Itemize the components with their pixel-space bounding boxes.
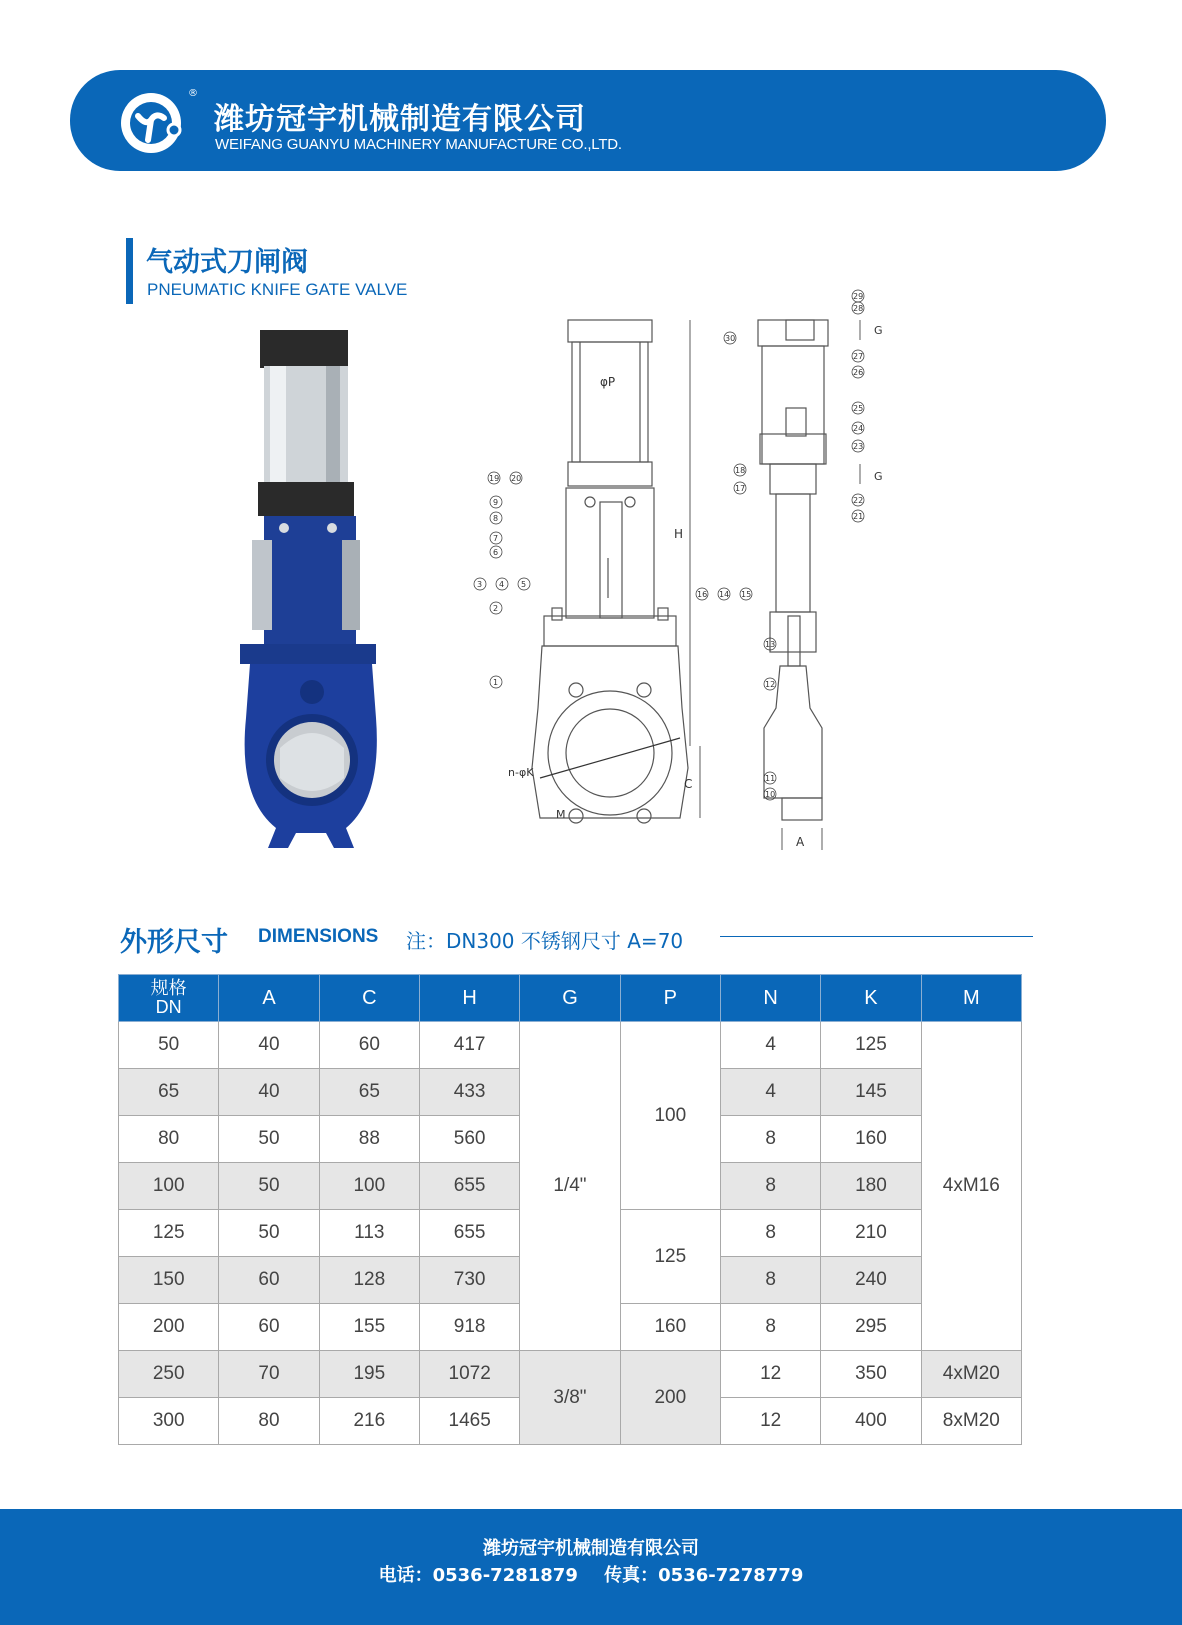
a-label: A — [796, 835, 805, 849]
cell-dn: 125 — [119, 1210, 219, 1257]
cell-c: 216 — [319, 1398, 419, 1445]
cell-a: 70 — [219, 1351, 319, 1398]
cell-n: 8 — [720, 1116, 820, 1163]
product-photo — [236, 328, 396, 868]
cell-dn: 300 — [119, 1398, 219, 1445]
cell-h: 560 — [419, 1116, 519, 1163]
part-19: 19 — [489, 474, 500, 483]
header-h: H — [419, 975, 519, 1022]
cell-h: 918 — [419, 1304, 519, 1351]
part-15: 15 — [741, 590, 752, 599]
part-9: 9 — [493, 498, 499, 507]
cell-c: 88 — [319, 1116, 419, 1163]
part-16: 16 — [697, 590, 708, 599]
cell-k: 125 — [821, 1022, 921, 1069]
part-28: 28 — [853, 304, 864, 313]
part-13: 13 — [765, 640, 776, 649]
part-12: 12 — [765, 680, 776, 689]
footer-phone: 电话：0536-7281879 — [378, 1565, 578, 1586]
cell-h: 433 — [419, 1069, 519, 1116]
footer-fax: 传真：0536-7278779 — [604, 1565, 804, 1586]
heading-rule — [720, 936, 1033, 937]
cell-h: 655 — [419, 1163, 519, 1210]
g-label-bottom: G — [874, 470, 883, 483]
part-11: 11 — [765, 774, 776, 783]
cell-dn: 250 — [119, 1351, 219, 1398]
cell-c: 65 — [319, 1069, 419, 1116]
phi-p-label: φP — [600, 375, 616, 389]
part-6: 6 — [493, 548, 499, 557]
header-c: C — [319, 975, 419, 1022]
cell-c: 128 — [319, 1257, 419, 1304]
title-accent-bar — [126, 238, 133, 304]
cell-c: 100 — [319, 1163, 419, 1210]
cell-k: 210 — [821, 1210, 921, 1257]
cell-a: 60 — [219, 1257, 319, 1304]
part-3: 3 — [477, 580, 483, 589]
cell-m: 4xM20 — [921, 1351, 1021, 1398]
part-23: 23 — [853, 442, 864, 451]
company-name-cn: 潍坊冠宇机械制造有限公司 — [214, 102, 586, 137]
company-logo — [118, 86, 188, 156]
cell-p-merged: 100 — [620, 1022, 720, 1210]
cell-p-merged: 200 — [620, 1351, 720, 1445]
cell-c: 60 — [319, 1022, 419, 1069]
part-17: 17 — [735, 484, 746, 493]
cell-a: 40 — [219, 1022, 319, 1069]
header-k: K — [821, 975, 921, 1022]
cell-p-merged: 125 — [620, 1210, 720, 1304]
cell-h: 417 — [419, 1022, 519, 1069]
cell-k: 240 — [821, 1257, 921, 1304]
h-label: H — [674, 527, 684, 541]
m-label: M — [556, 808, 566, 821]
cell-k: 145 — [821, 1069, 921, 1116]
header-p: P — [620, 975, 720, 1022]
technical-drawing — [477, 292, 910, 883]
dimensions-title-cn: 外形尺寸 — [120, 927, 228, 958]
cell-dn: 80 — [119, 1116, 219, 1163]
dimensions-note: 注：DN300 不锈钢尺寸 A=70 — [406, 929, 684, 953]
registered-mark: ® — [188, 88, 198, 99]
cell-h: 655 — [419, 1210, 519, 1257]
dimensions-title-en: DIMENSIONS — [258, 926, 379, 947]
header-dn: 规格 DN — [119, 975, 219, 1022]
cell-h: 730 — [419, 1257, 519, 1304]
part-30: 30 — [725, 334, 736, 343]
footer-company: 潍坊冠宇机械制造有限公司 — [483, 1538, 699, 1559]
cell-dn: 100 — [119, 1163, 219, 1210]
part-4: 4 — [499, 580, 505, 589]
part-18: 18 — [735, 466, 746, 475]
part-5: 5 — [521, 580, 527, 589]
part-21: 21 — [853, 512, 864, 521]
cell-p: 160 — [620, 1304, 720, 1351]
cell-a: 50 — [219, 1163, 319, 1210]
c-label: C — [684, 777, 693, 791]
header-a: A — [219, 975, 319, 1022]
g-label-top: G — [874, 324, 883, 337]
table-row — [119, 1351, 1022, 1398]
part-1: 1 — [493, 678, 499, 687]
cell-n: 8 — [720, 1163, 820, 1210]
table-header-row — [119, 975, 1022, 1022]
cell-a: 50 — [219, 1116, 319, 1163]
cell-n: 8 — [720, 1304, 820, 1351]
cell-k: 160 — [821, 1116, 921, 1163]
product-title-en: PNEUMATIC KNIFE GATE VALVE — [147, 280, 408, 299]
cell-a: 80 — [219, 1398, 319, 1445]
cell-k: 400 — [821, 1398, 921, 1445]
header-n: N — [720, 975, 820, 1022]
cell-n: 4 — [720, 1022, 820, 1069]
part-27: 27 — [853, 352, 864, 361]
cell-k: 350 — [821, 1351, 921, 1398]
cell-c: 113 — [319, 1210, 419, 1257]
part-14: 14 — [719, 590, 730, 599]
part-2: 2 — [493, 604, 499, 613]
header-banner — [70, 70, 1106, 171]
cell-dn: 150 — [119, 1257, 219, 1304]
footer-contact — [0, 1561, 1182, 1587]
cell-dn: 65 — [119, 1069, 219, 1116]
dimensions-table — [118, 974, 1022, 1445]
cell-n: 12 — [720, 1351, 820, 1398]
part-8: 8 — [493, 514, 499, 523]
cell-g-merged: 3/8" — [520, 1351, 620, 1445]
cell-n: 12 — [720, 1398, 820, 1445]
cell-a: 60 — [219, 1304, 319, 1351]
footer-bar — [0, 1509, 1182, 1625]
part-7: 7 — [493, 534, 499, 543]
cell-dn: 200 — [119, 1304, 219, 1351]
cell-c: 195 — [319, 1351, 419, 1398]
part-22: 22 — [853, 496, 864, 505]
cell-m-merged: 4xM16 — [921, 1022, 1021, 1351]
part-10: 10 — [765, 790, 776, 799]
cell-g-merged: 1/4" — [520, 1022, 620, 1351]
part-20: 20 — [511, 474, 522, 483]
cell-a: 40 — [219, 1069, 319, 1116]
cell-h: 1465 — [419, 1398, 519, 1445]
cell-m: 8xM20 — [921, 1398, 1021, 1445]
part-24: 24 — [853, 424, 864, 433]
cell-n: 8 — [720, 1210, 820, 1257]
company-name-en: WEIFANG GUANYU MACHINERY MANUFACTURE CO.,LTD. — [215, 136, 622, 153]
product-title-cn: 气动式刀闸阀 — [146, 247, 308, 278]
cell-k: 180 — [821, 1163, 921, 1210]
cell-n: 4 — [720, 1069, 820, 1116]
header-m: M — [921, 975, 1021, 1022]
n-phi-k-label: n-φK — [508, 766, 534, 779]
part-29: 29 — [853, 292, 864, 301]
part-25: 25 — [853, 404, 864, 413]
cell-c: 155 — [319, 1304, 419, 1351]
table-row — [119, 1022, 1022, 1069]
cell-k: 295 — [821, 1304, 921, 1351]
header-g: G — [520, 975, 620, 1022]
part-26: 26 — [853, 368, 864, 377]
cell-a: 50 — [219, 1210, 319, 1257]
cell-n: 8 — [720, 1257, 820, 1304]
cell-dn: 50 — [119, 1022, 219, 1069]
cell-h: 1072 — [419, 1351, 519, 1398]
